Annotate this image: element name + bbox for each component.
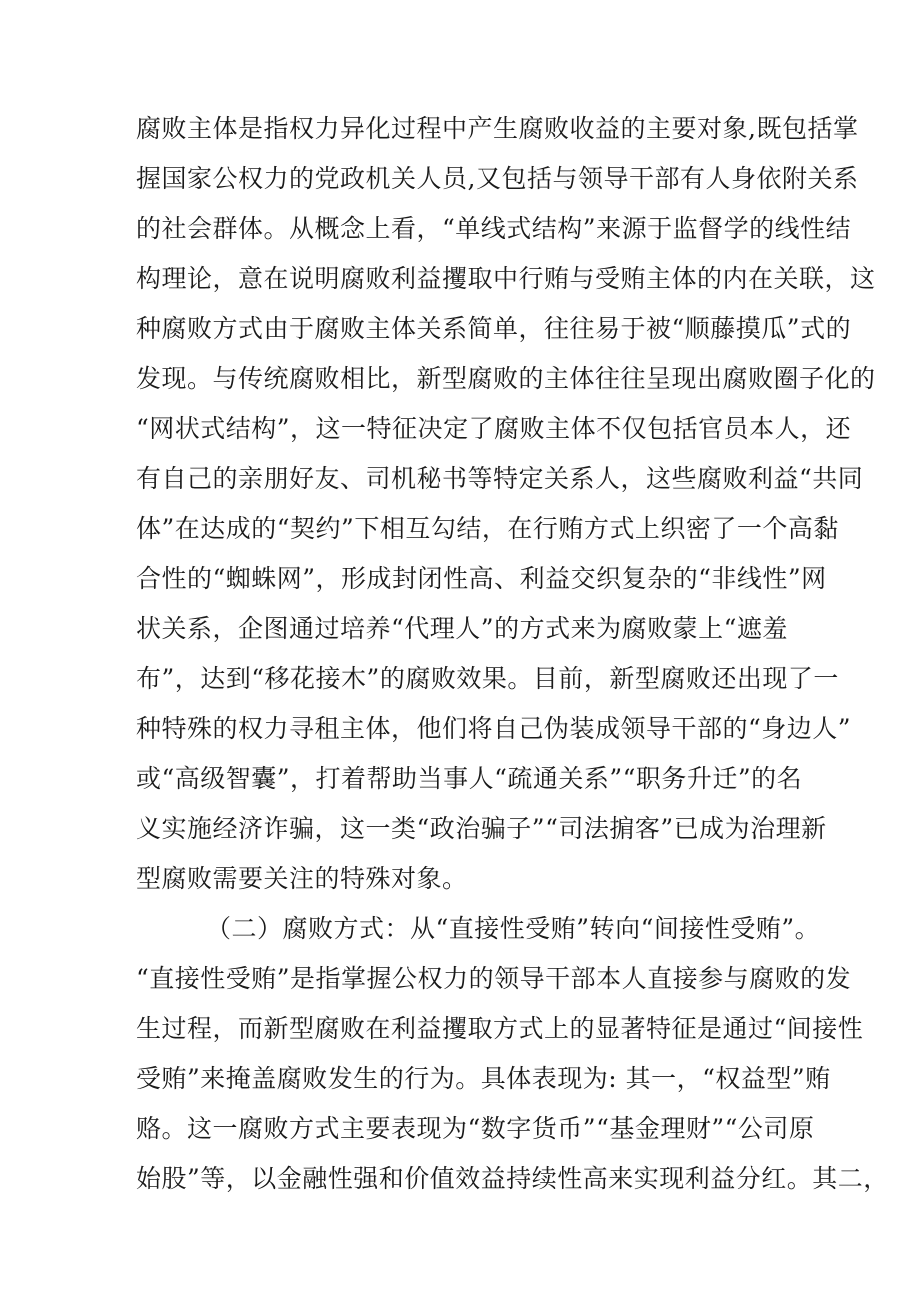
paragraph-line: 赂。这一腐败方式主要表现为“数字货币”“基金理财”“公司原 (136, 1114, 815, 1143)
section-heading: （二）腐败方式：从“直接性受贿”转向“间接性受贿”。 (206, 914, 821, 943)
paragraph-line: 或“高级智囊”，打着帮助当事人“疏通关系”“职务升迁”的名 (136, 764, 803, 793)
paragraph-line: 义实施经济诈骗，这一类“政治骗子”“司法掮客”已成为治理新 (136, 814, 827, 843)
paragraph-line: 有自己的亲朋好友、司机秘书等特定关系人，这些腐败利益“共同 (136, 464, 864, 493)
paragraph-line: 始股”等，以金融性强和价值效益持续性高来实现利益分红。其二， (136, 1164, 889, 1193)
paragraph-line: 种特殊的权力寻租主体，他们将自己伪装成领导干部的“身边人” (136, 714, 852, 743)
paragraph-line: 发现。与传统腐败相比，新型腐败的主体往往呈现出腐败圈子化的 (136, 364, 876, 393)
paragraph-line: 体”在达成的“契约”下相互勾结，在行贿方式上织密了一个高黏 (136, 514, 839, 543)
paragraph-line: 的社会群体。从概念上看，“单线式结构”来源于监督学的线性结 (136, 214, 852, 243)
paragraph-line: 型腐败需要关注的特殊对象。 (136, 864, 468, 893)
paragraph-line: “网状式结构”，这一特征决定了腐败主体不仅包括官员本人，还 (136, 414, 852, 443)
paragraph-line: 种腐败方式由于腐败主体关系简单，往往易于被“顺藤摸瓜”式的 (136, 314, 852, 343)
paragraph-line: 构理论，意在说明腐败利益攫取中行贿与受贿主体的内在关联，这 (136, 264, 876, 293)
paragraph-line: 受贿”来掩盖腐败发生的行为。具体表现为: 其一，“权益型”贿 (136, 1064, 831, 1093)
paragraph-line: 状关系，企图通过培养“代理人”的方式来为腐败蒙上“遮羞 (136, 614, 788, 643)
paragraph-line: 腐败主体是指权力异化过程中产生腐败收益的主要对象,既包括掌 (136, 114, 859, 143)
paragraph-line: 合性的“蜘蛛网”，形成封闭性高、利益交织复杂的“非线性”网 (136, 564, 827, 593)
paragraph-line: 生过程，而新型腐败在利益攫取方式上的显著特征是通过“间接性 (136, 1014, 864, 1043)
paragraph-line: 布”，达到“移花接木”的腐败效果。目前，新型腐败还出现了一 (136, 664, 839, 693)
paragraph-line: 握国家公权力的党政机关人员,又包括与领导干部有人身依附关系 (136, 164, 859, 193)
paragraph-line: “直接性受贿”是指掌握公权力的领导干部本人直接参与腐败的发 (136, 964, 852, 993)
